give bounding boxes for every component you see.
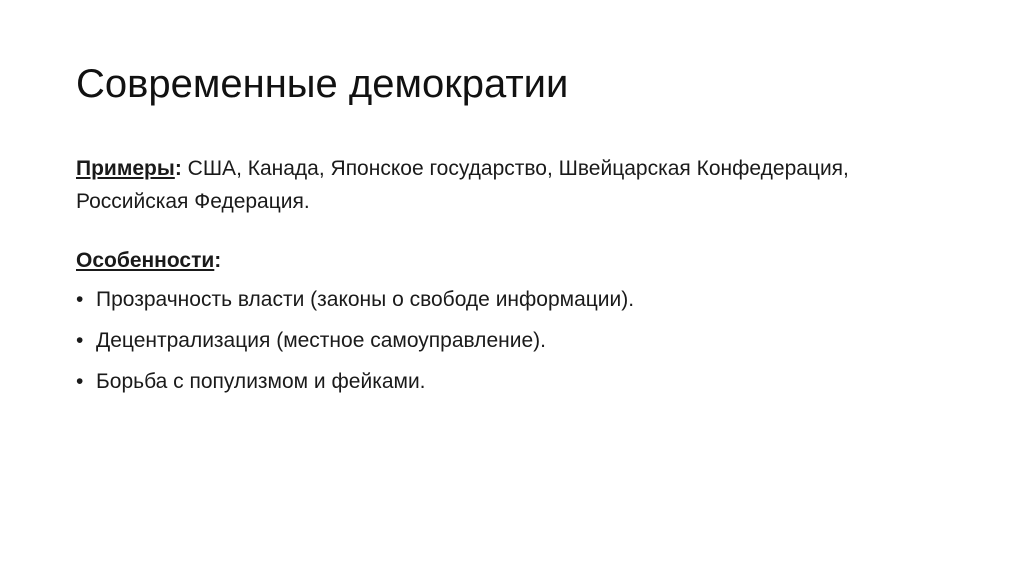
slide-content bbox=[76, 152, 956, 406]
slide-title: Современные демократии bbox=[76, 62, 569, 106]
features-heading bbox=[76, 244, 956, 277]
features-item-text: Децентрализация (местное самоуправление). bbox=[96, 329, 546, 352]
bullet-icon: • bbox=[76, 288, 84, 311]
features-list-item bbox=[76, 324, 956, 357]
examples-colon: : bbox=[174, 157, 182, 180]
features-colon: : bbox=[214, 249, 222, 272]
features-list bbox=[76, 283, 956, 398]
features-item-text: Прозрачность власти (законы о свободе информации). bbox=[96, 288, 635, 311]
features-list-item bbox=[76, 283, 956, 316]
bullet-icon: • bbox=[76, 370, 84, 393]
examples-text: США, Канада, Японское государство, Швейцарская Конфедерация, Российская Федерация. bbox=[76, 157, 849, 213]
examples-label: Примеры bbox=[76, 157, 175, 180]
examples-paragraph bbox=[76, 152, 956, 218]
features-list-item bbox=[76, 365, 956, 398]
features-item-text: Борьба с популизмом и фейками. bbox=[96, 370, 426, 393]
bullet-icon: • bbox=[76, 329, 84, 352]
features-label: Особенности bbox=[76, 249, 215, 272]
